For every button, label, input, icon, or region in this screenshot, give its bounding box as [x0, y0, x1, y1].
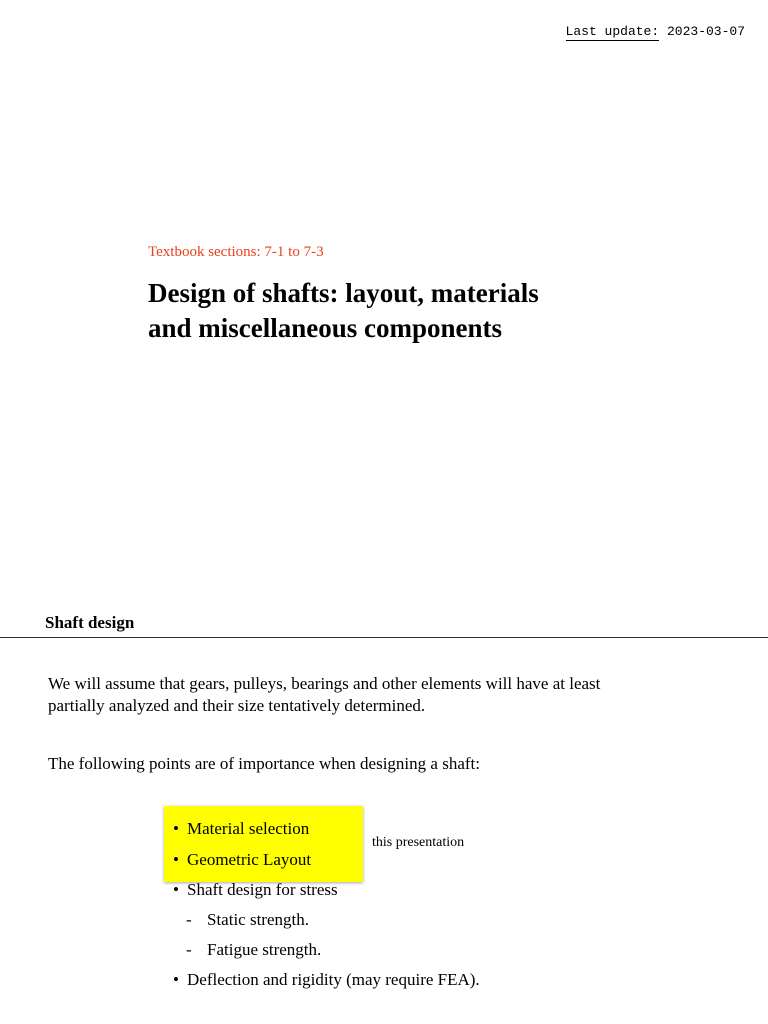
page-title — [148, 276, 539, 346]
bullet-material-selection — [173, 819, 309, 839]
sub-bullet-dash: - — [186, 940, 192, 959]
section-heading: Shaft design — [45, 613, 135, 632]
sub-bullet-fatigue-strength — [186, 940, 321, 960]
bullet-text: Geometric Layout — [187, 850, 312, 869]
bullet-dot: • — [173, 970, 179, 989]
highlight-box — [164, 806, 363, 882]
last-update — [566, 24, 745, 39]
bullet-shaft-design-stress — [173, 880, 338, 900]
bullet-deflection-rigidity — [173, 970, 480, 990]
intro-line-1: We will assume that gears, pulleys, bearings and other elements will have at least — [48, 674, 601, 693]
bullet-dot: • — [173, 880, 179, 899]
sub-bullet-text: Fatigue strength. — [207, 940, 322, 959]
highlight-note: this presentation — [372, 835, 465, 850]
bullet-dot: • — [173, 819, 179, 838]
bullet-text: Material selection — [187, 819, 310, 838]
sub-bullet-text: Static strength. — [207, 910, 309, 929]
title-line-1: Design of shafts: layout, materials — [148, 278, 539, 308]
sub-bullet-dash: - — [186, 910, 192, 929]
bullet-geometric-layout — [173, 850, 311, 870]
bullet-text: Deflection and rigidity (may require FEA). — [187, 970, 480, 989]
intro-line-2: partially analyzed and their size tentatively determined. — [48, 696, 426, 715]
bullet-text: Shaft design for stress — [187, 880, 338, 899]
section-divider — [0, 637, 768, 638]
sub-bullet-static-strength — [186, 910, 309, 930]
intro-paragraph — [48, 673, 600, 717]
points-intro: The following points are of importance when designing a shaft: — [48, 754, 480, 773]
last-update-label: Last update: — [565, 24, 660, 39]
bullet-dot: • — [173, 850, 179, 869]
title-line-2: and miscellaneous components — [148, 313, 503, 343]
last-update-date: 2023-03-07 — [666, 24, 745, 39]
textbook-sections: Textbook sections: 7-1 to 7-3 — [148, 244, 324, 260]
